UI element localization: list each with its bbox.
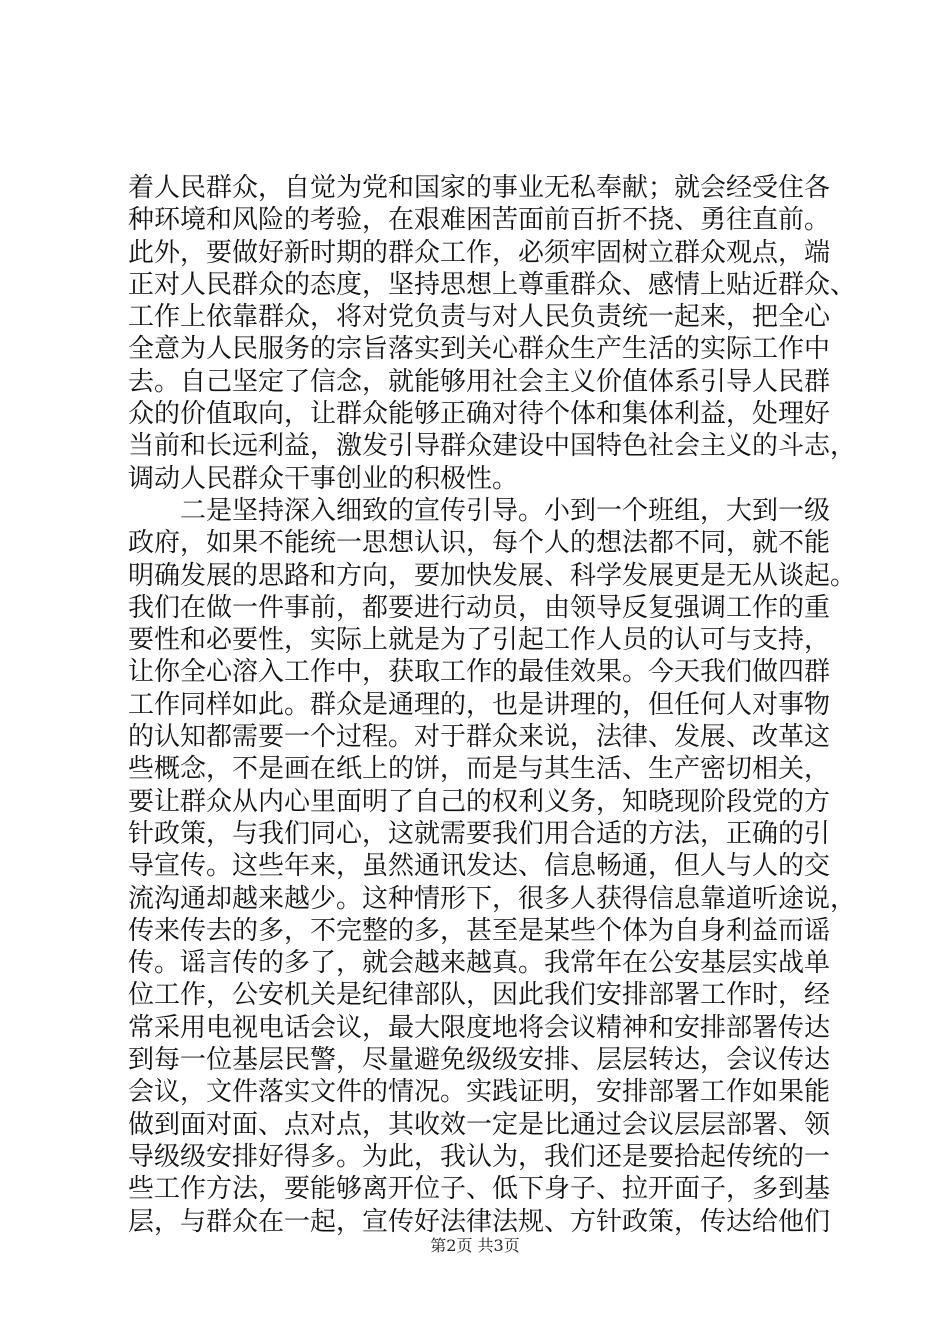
text-line: 导级级安排好得多。为此，我认为，我们还是要拾起传统的一: [128, 1141, 831, 1172]
text-line: 着人民群众，自觉为党和国家的事业无私奉献；就会经受住各: [128, 173, 831, 203]
text-line: 此外，要做好新时期的群众工作，必须牢固树立群众观点，端: [128, 237, 831, 268]
page-footer: 第2页 共3页: [430, 1236, 520, 1255]
text-line: 些概念，不是画在纸上的饼，而是与其生活、生产密切相关，: [128, 754, 831, 785]
text-line: 传。谣言传的多了，就会越来越真。我常年在公安基层实战单: [128, 948, 831, 979]
text-line: 我们在做一件事前，都要进行动员，由领导反复强调工作的重: [128, 592, 831, 623]
text-line: 的认知都需要一个过程。对于群众来说，法律、发展、改革这: [128, 722, 831, 753]
document-body: [128, 172, 857, 1238]
text-line: 些工作方法，要能够离开位子、低下身子、拉开面子，多到基: [128, 1174, 831, 1205]
text-line: 会议，文件落实文件的情况。实践证明，安排部署工作如果能: [128, 1077, 831, 1108]
paragraph-end-line: 调动人民群众干事创业的积极性。: [128, 463, 519, 494]
text-line: 明确发展的思路和方向，要加快发展、科学发展更是无从谈起。: [128, 560, 857, 591]
text-line: 到每一位基层民警，尽量避免级级安排、层层转达，会议传达: [128, 1045, 831, 1076]
text-line: 政府，如果不能统一思想认识，每个人的想法都不同，就不能: [128, 528, 831, 559]
text-line: 要性和必要性，实际上就是为了引起工作人员的认可与支持，: [128, 625, 831, 656]
text-line: 做到面对面、点对点，其收效一定是比通过会议层层部署、领: [128, 1109, 831, 1140]
text-line: 导宣传。这些年来，虽然通讯发达、信息畅通，但人与人的交: [128, 851, 831, 882]
text-line: 让你全心溶入工作中，获取工作的最佳效果。今天我们做四群: [128, 657, 831, 688]
text-line: 当前和长远利益，激发引导群众建设中国特色社会主义的斗志，: [128, 431, 857, 462]
text-line: 正对人民群众的态度，坚持思想上尊重群众、感情上贴近群众、: [128, 269, 857, 300]
text-line: 全意为人民服务的宗旨落实到关心群众生产生活的实际工作中: [128, 334, 831, 365]
text-line: 层，与群众在一起，宣传好法律法规、方针政策，传达给他们: [128, 1206, 831, 1237]
text-line: 去。自己坚定了信念，就能够用社会主义价值体系引导人民群: [128, 366, 831, 397]
text-line: 工作同样如此。群众是通理的，也是讲理的，但任何人对事物: [128, 689, 831, 720]
text-line: 要让群众从内心里面明了自己的权利义务，知晓现阶段党的方: [128, 786, 831, 817]
text-line: 常采用电视电话会议，最大限度地将会议精神和安排部署传达: [128, 1012, 831, 1043]
text-line: 众的价值取向，让群众能够正确对待个体和集体利益，处理好: [128, 399, 831, 430]
text-line: 工作上依靠群众，将对党负责与对人民负责统一起来，把全心: [128, 302, 831, 333]
text-line: 针政策，与我们同心，这就需要我们用合适的方法，正确的引: [128, 818, 831, 849]
text-line: 位工作，公安机关是纪律部队，因此我们安排部署工作时，经: [128, 980, 831, 1011]
text-line: 传来传去的多，不完整的多，甚至是某些个体为自身利益而谣: [128, 915, 831, 946]
paragraph-start-line: 二是坚持深入细致的宣传引导。小到一个班组，大到一级: [180, 495, 831, 526]
text-line: 种环境和风险的考验，在艰难困苦面前百折不挠、勇往直前。: [128, 205, 831, 236]
text-line: 流沟通却越来越少。这种情形下，很多人获得信息靠道听途说，: [128, 883, 857, 914]
